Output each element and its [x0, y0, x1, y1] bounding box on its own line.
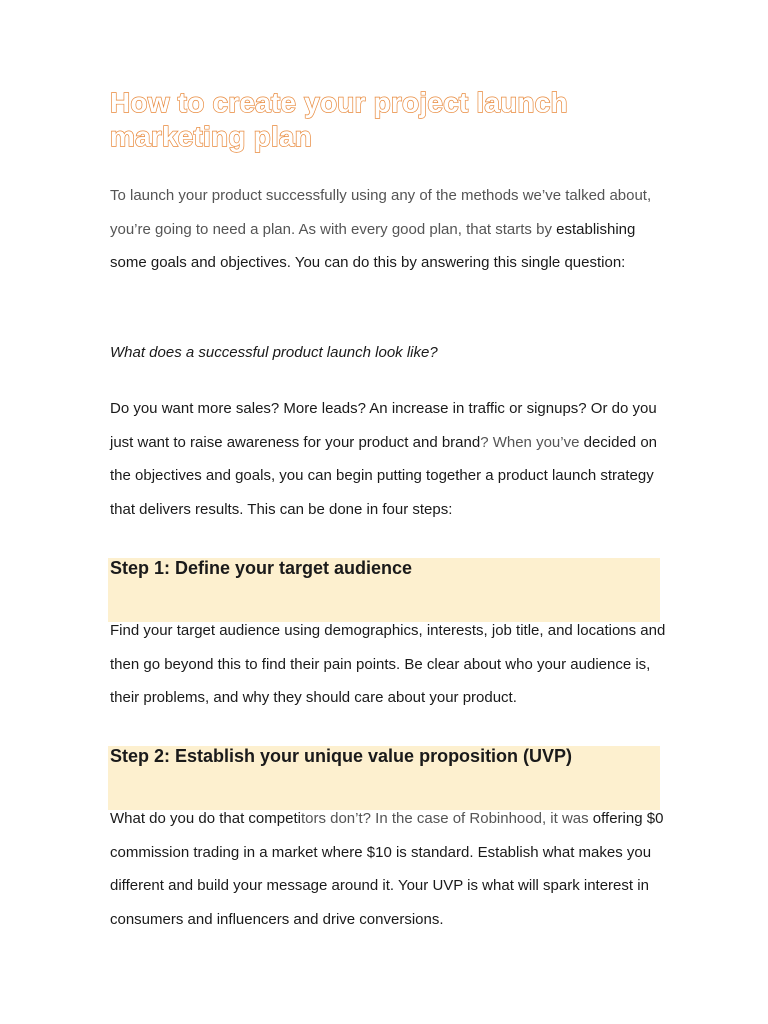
intro-paragraph: [110, 179, 670, 280]
step-2-heading: Step 2: Establish your unique value proposition (UVP): [110, 746, 573, 766]
step-2-text-part3: offering $0 commission trading in a market where $10 is standard. Establish what makes you different and build your message around it. Your UVP is what will spark interest in consumers and influencers and drive conversions.: [110, 810, 664, 928]
step-1-body: Find your target audience using demographics, interests, job title, and locations and then go beyond this to find their pain points. Be clear about who your audience is, their problems, and why they should care about your product.: [110, 622, 666, 706]
objectives-text-part2: ? When you’ve: [480, 433, 580, 451]
step-2-body: [110, 802, 670, 936]
objectives-text-part1: Do you want more sales? More leads? An increase in traffic or signups? Or do you just want to raise awareness for your product and brand: [110, 400, 657, 451]
step-2-text-part2: tors don’t? In the case of Robinhood, it was: [300, 810, 589, 827]
objectives-paragraph: [110, 392, 670, 526]
intro-text-part2: establishing some goals and objectives. You can do this by answering this single question:: [110, 220, 636, 271]
question-paragraph: What does a successful product launch look like?: [110, 344, 438, 361]
step-2-text-part1: What do you do that competi: [110, 810, 301, 827]
step-1-heading: Step 1: Define your target audience: [110, 558, 413, 578]
objectives-text-part3: decided on the objectives and goals, you can begin putting together a product launch strategy that delivers results. This can be done in four steps:: [110, 433, 658, 518]
document-title: How to create your project launch marketing plan: [110, 87, 568, 152]
intro-text-part1: To launch your product successfully using any of the methods we’ve talked about, you’re going to need a plan. As with every good plan, that starts by: [110, 187, 652, 238]
